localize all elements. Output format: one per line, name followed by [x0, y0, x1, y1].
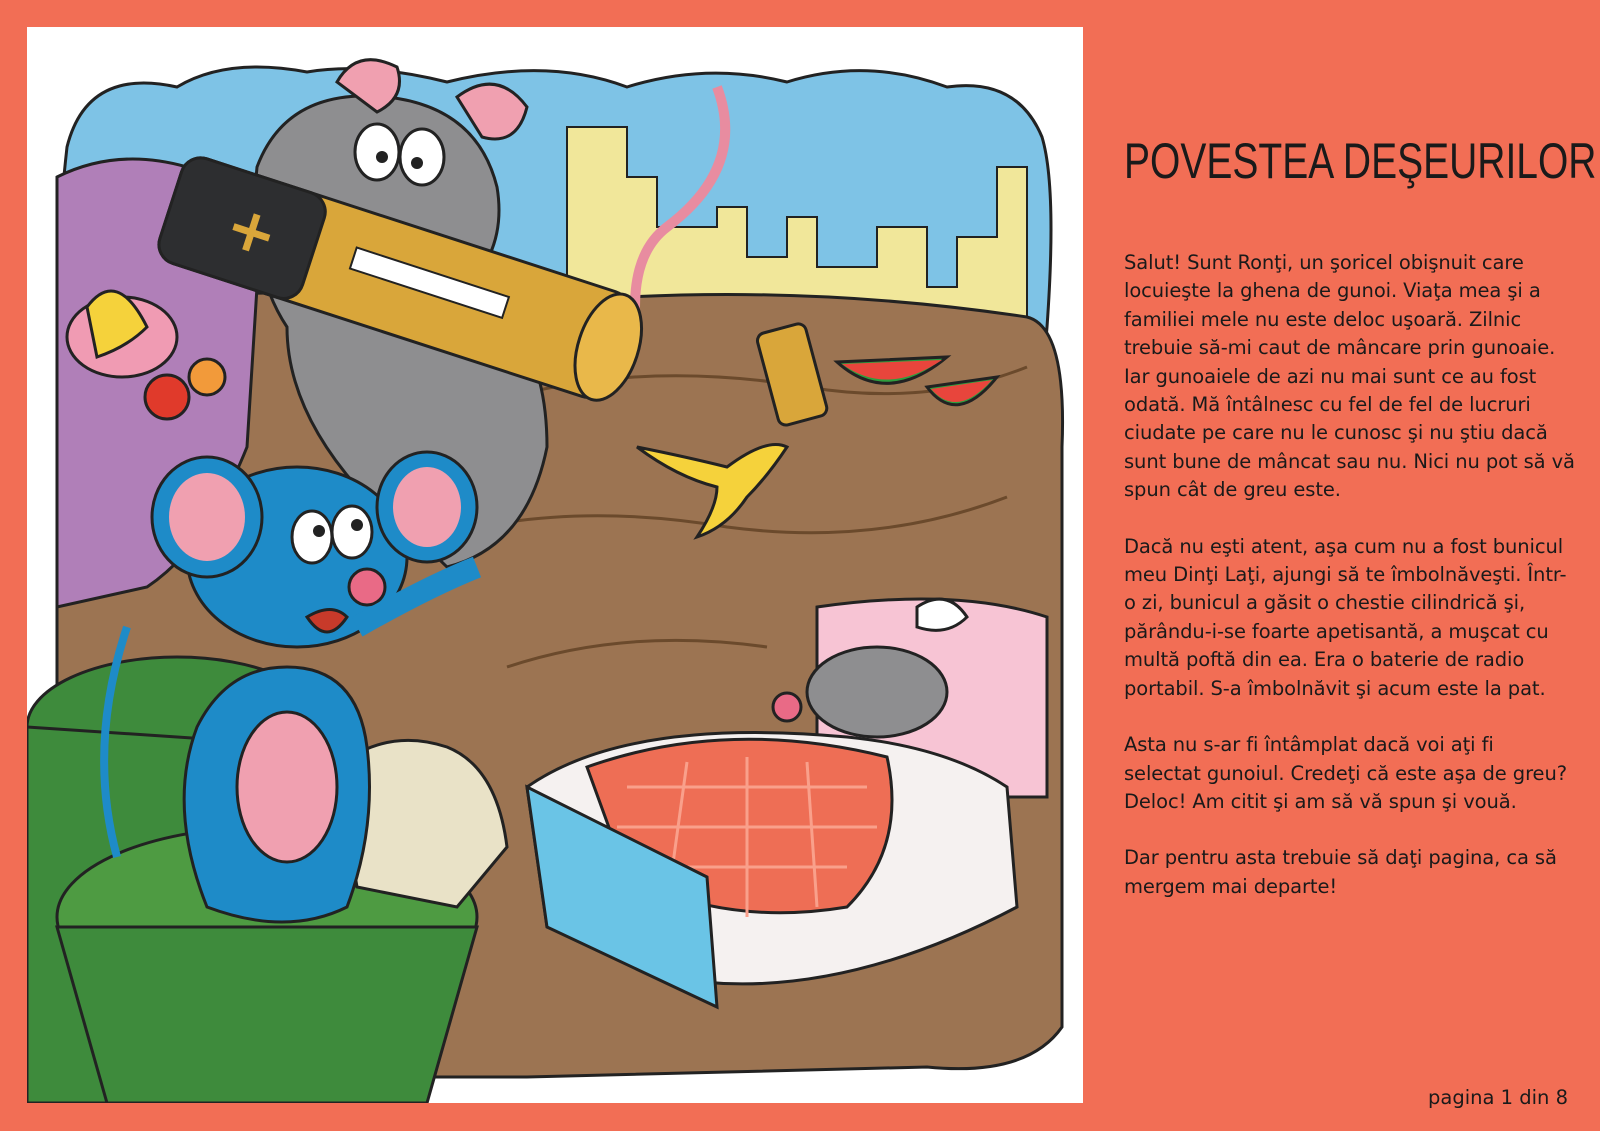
- page-indicator: pagina 1 din 8: [1428, 1086, 1568, 1109]
- story-paragraph: Dacă nu eşti atent, aşa cum nu a fost bunicul meu Dinţi Laţi, ajungi să te îmbolnăveşti. Într-o zi, bunicul a găsit o chestie cilindrică şi, părându-i-se foarte apetisantă, a muşcat cu multă poftă din ea. Era o baterie de radio portabil. S-a îmbolnăvit şi acum este la pat.: [1124, 534, 1567, 700]
- story-paragraph: Salut! Sunt Ronţi, un şoricel obişnuit care locuieşte la ghena de gunoi. Viaţa mea şi a familiei mele nu este deloc uşoară. Zilnic trebuie să-mi caut de mâncare prin gunoaie. Iar gunoaiele de azi nu mai sunt ce au fost odată. Mă întâlnesc cu fel de fel de lucruri ciudate pe care nu le cunosc şi nu ştiu dacă sunt bune de mâncat sau nu. Nici nu pot să vă spun cât de greu este.: [1124, 251, 1575, 502]
- garbage-dump-scene: [27, 27, 1083, 1103]
- story-paragraph: Dar pentru asta trebuie să daţi pagina, ca să mergem mai departe!: [1124, 846, 1557, 898]
- story-title: POVESTEA DEŞEURILOR: [1124, 133, 1597, 189]
- story-paragraphs: [1124, 249, 1576, 901]
- story-illustration: [27, 27, 1083, 1103]
- story-text-column: [1124, 133, 1597, 929]
- story-paragraph: Asta nu s-ar fi întâmplat dacă voi aţi fi selectat gunoiul. Credeţi că este aşa de greu? Deloc! Am citit şi am să vă spun şi vouă.: [1124, 733, 1567, 813]
- battery-plus-sign: +: [217, 190, 287, 273]
